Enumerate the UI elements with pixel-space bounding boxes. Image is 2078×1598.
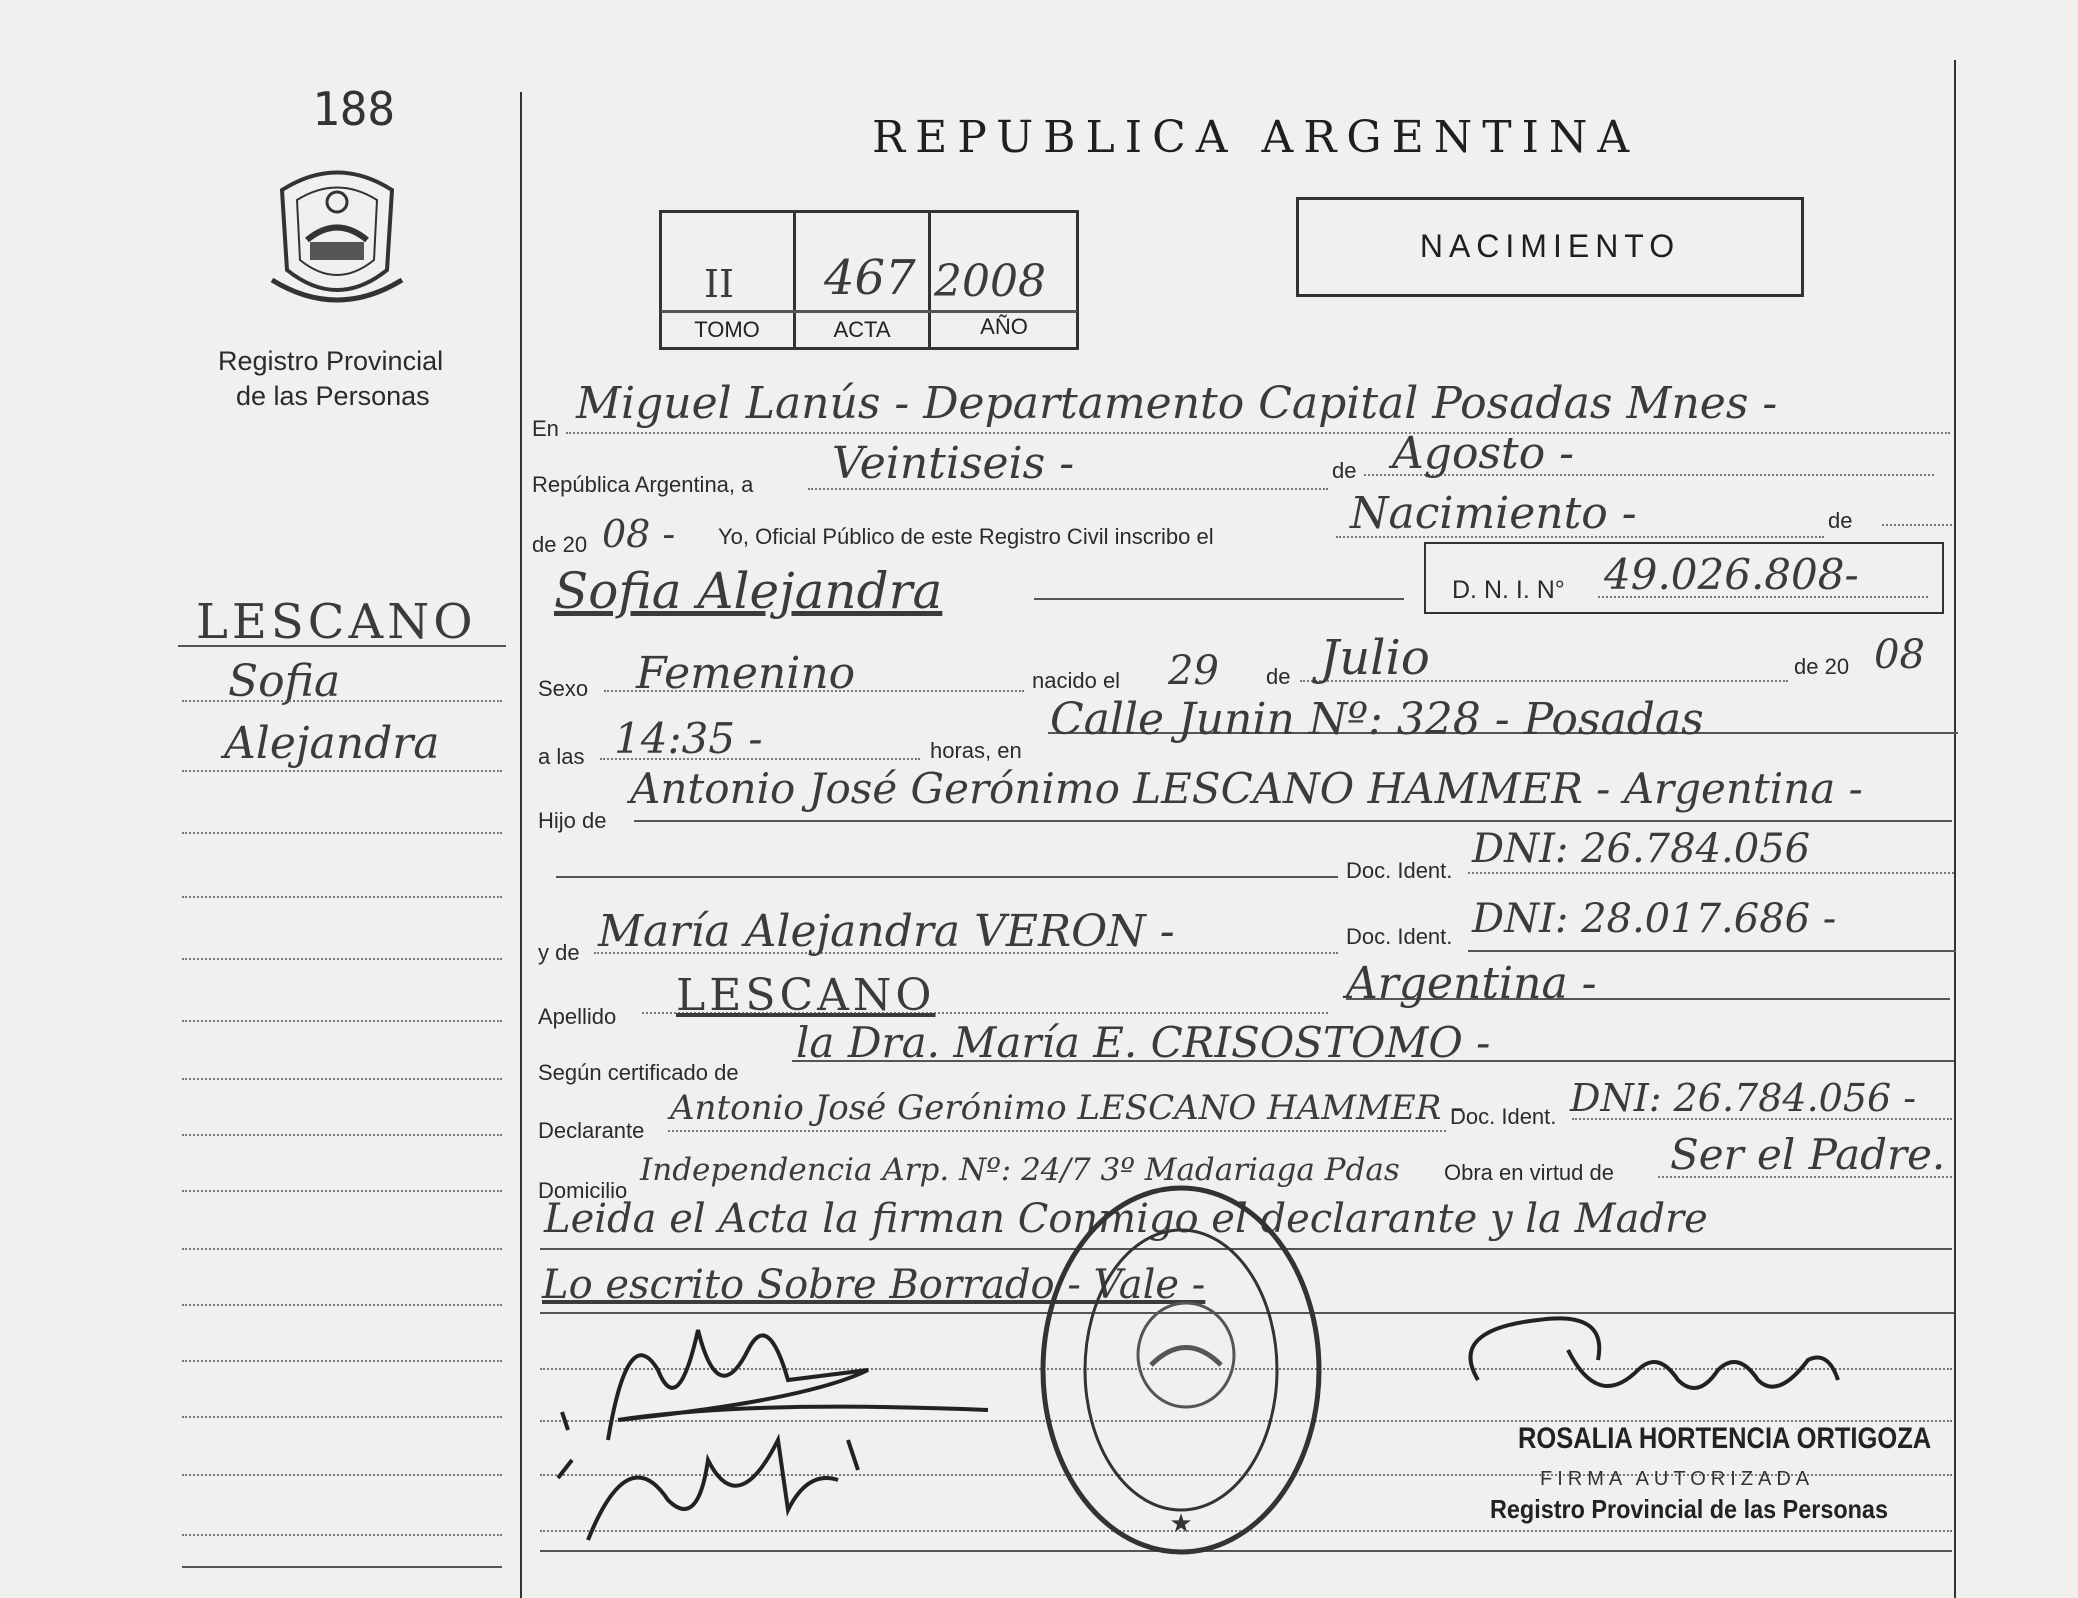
- margin-line: [182, 1078, 502, 1080]
- registry-name-line2: de las Personas: [236, 381, 430, 411]
- sexo-value: Femenino: [636, 648, 856, 699]
- nota-2: Lo escrito Sobre Borrado - Vale -: [542, 1262, 1206, 1308]
- dni-label: D. N. I. N°: [1452, 576, 1565, 604]
- padre-line: [634, 820, 1952, 822]
- nacido-label: nacido el: [1032, 668, 1121, 693]
- declarante-value: Antonio José Gerónimo LESCANO HAMMER -: [670, 1088, 1464, 1128]
- doc-ident-label-1: Doc. Ident.: [1346, 858, 1453, 883]
- ano-label: AÑO: [980, 314, 1028, 339]
- hora-value: 14:35 -: [614, 714, 763, 763]
- officer-office: Registro Provincial de las Personas: [1490, 1494, 1888, 1524]
- column-divider: [520, 92, 522, 1598]
- page-number: 188: [312, 82, 396, 136]
- margin-first-name: Sofia: [228, 656, 341, 707]
- padre-doc-line: [1468, 872, 1954, 874]
- tomo-label: TOMO: [694, 317, 760, 342]
- year-value: 08 -: [602, 512, 676, 556]
- margin-line: [182, 1416, 502, 1418]
- de20-label-2: de 20: [1794, 654, 1850, 679]
- margin-line: [182, 1534, 502, 1536]
- apellido-label: Apellido: [538, 1004, 617, 1029]
- en-label: En: [532, 416, 559, 441]
- yo-label: Yo, Oficial Público de este Registro Civil inscribo el: [718, 524, 1214, 549]
- margin-line: [182, 896, 502, 898]
- declarante-label: Declarante: [538, 1118, 645, 1143]
- sexo-label: Sexo: [538, 676, 589, 701]
- nacido-mes: Julio: [1320, 630, 1430, 686]
- madre-doc: DNI: 28.017.686 -: [1472, 896, 1837, 942]
- madre-nacionalidad: Argentina -: [1346, 958, 1597, 1009]
- nombre-value: Sofia Alejandra: [554, 562, 943, 620]
- officer-title: FIRMA AUTORIZADA: [1540, 1468, 1815, 1490]
- margin-line: [182, 958, 502, 960]
- madre-doc-line: [1468, 950, 1956, 952]
- ano-value: 2008: [934, 256, 1046, 307]
- hijo-label: Hijo de: [538, 808, 607, 833]
- margin-line: [182, 1474, 502, 1476]
- obra-label: Obra en virtud de: [1444, 1160, 1614, 1185]
- officer-signature-icon: [1448, 1310, 1868, 1430]
- en-value: Miguel Lanús - Departamento Capital Posadas Mnes -: [576, 378, 1778, 429]
- lugar-value: Calle Junin Nº: 328 - Posadas: [1050, 694, 1704, 745]
- dni-value: 49.026.808-: [1604, 550, 1859, 599]
- padre-doc: DNI: 26.784.056: [1472, 826, 1811, 872]
- nota-1: Leida el Acta la firman Conmigo el declarante y la Madre: [544, 1196, 1708, 1242]
- segun-label: Según certificado de: [538, 1060, 739, 1085]
- padre-extra-line: [556, 876, 1338, 878]
- page-right-edge: [1954, 60, 1956, 1598]
- dia-value: Veintiseis -: [832, 438, 1075, 489]
- official-stamp-icon: [1036, 1180, 1326, 1560]
- obra-value: Ser el Padre.: [1670, 1130, 1946, 1179]
- mes-value: Agosto -: [1392, 428, 1575, 479]
- de-line: [1882, 524, 1952, 526]
- margin-surname: LESCANO: [196, 594, 477, 650]
- doc-ident-label-3: Doc. Ident.: [1450, 1104, 1557, 1129]
- record-type: NACIMIENTO: [1419, 228, 1681, 264]
- margin-line: [182, 832, 502, 834]
- de-label-1: de: [1332, 458, 1357, 483]
- nacido-dia: 29: [1168, 648, 1219, 694]
- nacido-year: 08: [1874, 632, 1925, 678]
- svg-text:★: ★: [1169, 1509, 1193, 1539]
- declarant-signature-icon: [548, 1290, 1028, 1560]
- certificado-value: la Dra. María E. CRISOSTOMO -: [796, 1018, 1491, 1067]
- domicilio-label: Domicilio: [538, 1178, 628, 1203]
- margin-line: [182, 1020, 502, 1022]
- doc-ident-label-2: Doc. Ident.: [1346, 924, 1453, 949]
- tomo-value: II: [704, 262, 735, 306]
- record-ref-divider: [661, 310, 1077, 313]
- declarante-line: [668, 1130, 1446, 1132]
- officer-name: ROSALIA HORTENCIA ORTIGOZA: [1518, 1422, 1932, 1455]
- padre-value: Antonio José Gerónimo LESCANO HAMMER - Argentina -: [630, 764, 1863, 813]
- acta-label: ACTA: [833, 317, 891, 342]
- margin-line: [182, 1360, 502, 1362]
- inscribe-value: Nacimiento -: [1350, 488, 1637, 539]
- madre-value: María Alejandra VERON -: [598, 906, 1175, 957]
- country-title: REPUBLICA ARGENTINA: [872, 112, 1640, 163]
- de-label-3: de: [1266, 664, 1291, 689]
- apellido-value: LESCANO: [676, 970, 936, 1021]
- declarante-doc: DNI: 26.784.056 -: [1570, 1076, 1917, 1120]
- margin-line: [182, 1566, 502, 1568]
- alas-label: a las: [538, 744, 585, 769]
- domicilio-value: Independencia Arp. Nº: 24/7 3º Madariaga Pdas: [640, 1152, 1400, 1188]
- de20-label: de 20: [532, 532, 588, 557]
- margin-line: [182, 770, 502, 772]
- margin-line: [182, 1134, 502, 1136]
- margin-line: [182, 700, 502, 702]
- nombre-line: [1034, 598, 1404, 600]
- de-label-2: de: [1828, 508, 1853, 533]
- yde-label: y de: [538, 940, 580, 965]
- margin-second-name: Alejandra: [224, 718, 440, 769]
- margin-line: [182, 1248, 502, 1250]
- republica-label: República Argentina, a: [532, 472, 754, 497]
- acta-value: 467: [824, 250, 916, 306]
- en-line: [566, 432, 1950, 434]
- margin-line: [182, 1304, 502, 1306]
- registry-name-line1: Registro Provincial: [218, 346, 444, 376]
- margin-line: [182, 1190, 502, 1192]
- margin-underline: [178, 645, 506, 647]
- horas-label: horas, en: [930, 738, 1022, 763]
- misiones-seal-icon: [262, 160, 412, 320]
